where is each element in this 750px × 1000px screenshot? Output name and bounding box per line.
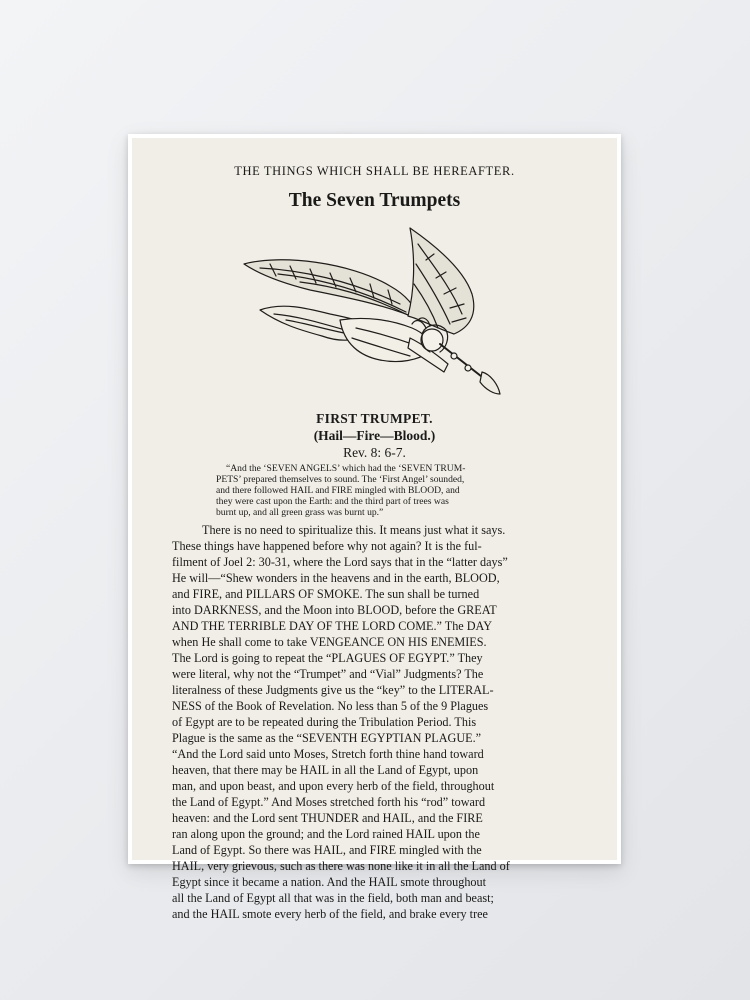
body-line: AND THE TERRIBLE DAY OF THE LORD COME.” The DAY <box>172 619 493 633</box>
body-line: were literal, why not the “Trumpet” and “Vial” Judgments? The <box>172 667 484 681</box>
quote-line: “And the ‘SEVEN ANGELS’ which had the ‘SEVEN TRUM- <box>226 463 466 474</box>
body-line: filment of Joel 2: 30-31, where the Lord says that in the “latter days” <box>172 555 508 569</box>
body-line: all the Land of Egypt all that was in the field, both man and beast; <box>172 891 494 905</box>
body-line: heaven: and the Lord sent THUNDER and HAIL, and the FIRE <box>172 811 483 825</box>
body-line: literalness of these Judgments give us the “key” to the LITERAL- <box>172 683 494 697</box>
body-line: HAIL, very grievous, such as there was none like it in all the Land of <box>172 859 510 873</box>
body-line: and FIRE, and PILLARS OF SMOKE. The sun shall be turned <box>172 587 480 601</box>
body-line: heaven, that there may be HAIL in all the Land of Egypt, upon <box>172 763 479 777</box>
quote-line: PETS’ prepared themselves to sound. The ‘First Angel’ sounded, <box>216 474 465 485</box>
body-line: He will—“Shew wonders in the heavens and in the earth, BLOOD, <box>172 571 500 585</box>
body-line: Land of Egypt. So there was HAIL, and FIRE mingled with the <box>172 843 482 857</box>
body-line: The Lord is going to repeat the “PLAGUES OF EGYPT.” They <box>172 651 483 665</box>
page-title: The Seven Trumpets <box>288 190 461 211</box>
body-line: NESS of the Book of Revelation. No less than 5 of the 9 Plagues <box>172 699 489 713</box>
section-subtitle: (Hail—Fire—Blood.) <box>313 428 436 443</box>
body-line: man, and upon beast, and upon every herb of the field, throughout <box>172 779 495 793</box>
body-line: of Egypt are to be repeated during the Tribulation Period. This <box>172 715 477 729</box>
quote-line: they were cast upon the Earth: and the third part of trees was <box>216 496 449 507</box>
running-head: THE THINGS WHICH SHALL BE HEREAFTER. <box>234 164 515 178</box>
body-line: into DARKNESS, and the Moon into BLOOD, before the GREAT <box>172 603 497 617</box>
angel-illustration <box>240 224 504 404</box>
body-line: There is no need to spiritualize this. It means just what it says. <box>202 523 506 537</box>
section-heading: FIRST TRUMPET. <box>316 411 433 426</box>
body-line: “And the Lord said unto Moses, Stretch forth thine hand toward <box>172 747 484 761</box>
quote-line: and there followed HAIL and FIRE mingled with BLOOD, and <box>216 485 460 496</box>
body-line: Plague is the same as the “SEVENTH EGYPTIAN PLAGUE.” <box>172 731 482 745</box>
body-line: and the HAIL smote every herb of the field, and brake every tree <box>172 907 488 921</box>
body-line: when He shall come to take VENGEANCE ON HIS ENEMIES. <box>172 635 487 649</box>
body-line: These things have happened before why not again? It is the ful- <box>172 539 482 553</box>
section-reference: Rev. 8: 6-7. <box>343 445 406 460</box>
body-line: Egypt since it became a nation. And the HAIL smote throughout <box>172 875 486 889</box>
quote-line: burnt up, and all green grass was burnt up.” <box>216 507 384 518</box>
poster-page <box>132 138 617 921</box>
body-line: ran along upon the ground; and the Lord rained HAIL upon the <box>172 827 480 841</box>
poster-mat <box>128 134 621 921</box>
body-line: the Land of Egypt.” And Moses stretched forth his “rod” toward <box>172 795 486 809</box>
